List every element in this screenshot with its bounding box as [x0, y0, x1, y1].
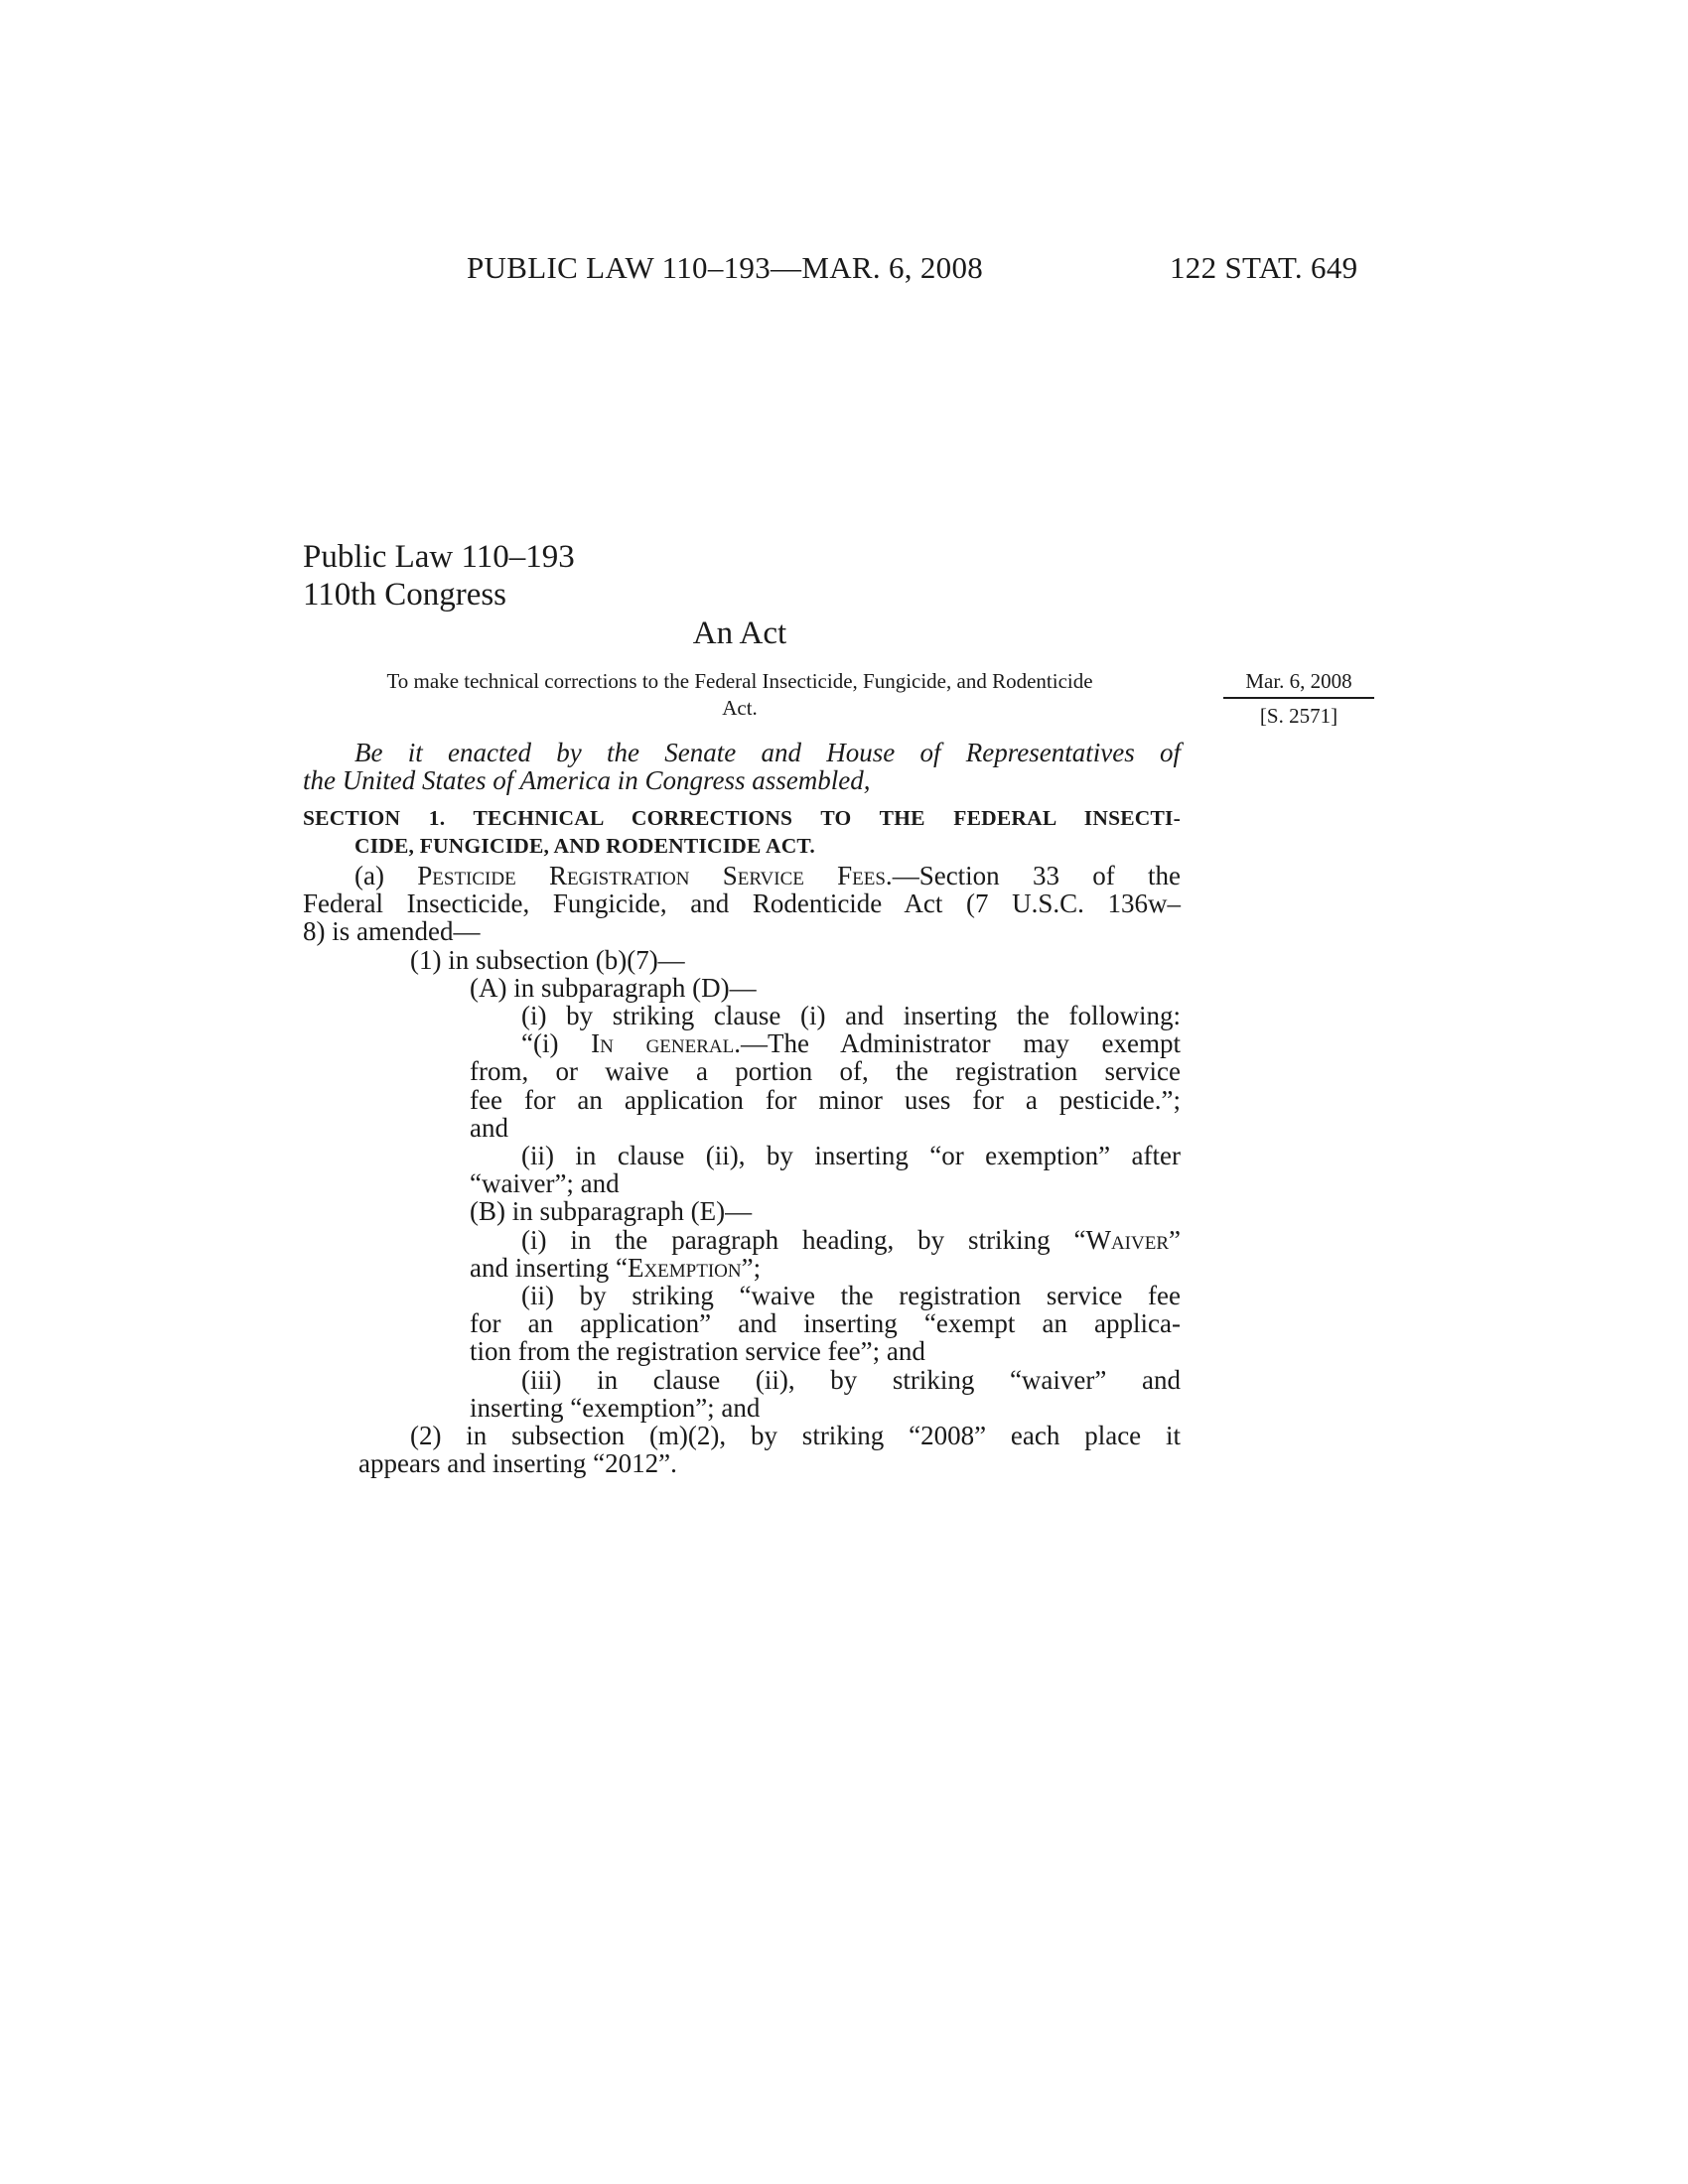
subparagraph-B: (B) in subparagraph (E)— — [470, 1196, 753, 1227]
enacting-line-2: the United States of America in Congress assembled, — [303, 765, 871, 796]
public-law-number: Public Law 110–193 — [303, 539, 575, 575]
section-1-heading — [303, 804, 1181, 860]
subsection-a-enum: (a) — [354, 861, 418, 890]
subB-i-line2-pre: and inserting “ — [470, 1252, 628, 1283]
margin-bill — [1223, 703, 1374, 730]
subparagraph-B-clause-i-line-2 — [303, 1254, 1181, 1282]
margin-date: Mar. 6, 2008 — [1245, 669, 1352, 693]
subB-i-line2-post: ”; — [741, 1252, 762, 1283]
congress-number: 110th Congress — [303, 577, 507, 613]
subparagraph-A-clause-i: (i) by striking clause (i) and inserting the following: — [521, 1001, 1181, 1031]
quoted-clause-enum: “(i) — [521, 1028, 592, 1059]
enacting-line-1: Be it enacted by the Senate and House of Representatives of — [354, 738, 1181, 767]
quoted-clause-rest: —The Administrator may exempt — [740, 1028, 1181, 1059]
purpose-line-2: Act. — [722, 696, 758, 720]
subB-i-exemption: Exemption — [627, 1252, 742, 1283]
subB-i-text-pre: (i) in the paragraph heading, by striking “ — [521, 1224, 1086, 1255]
subparagraph-B-clause-i-line-1 — [303, 1226, 1181, 1254]
subsection-a-heading: Pesticide Registration Service Fees. — [417, 861, 893, 890]
section-1-body — [303, 862, 1181, 1477]
subsection-a-line-2: Federal Insecticide, Fungicide, and Rodenticide Act (7 U.S.C. 136w– — [303, 888, 1181, 919]
paragraph-1: (1) in subsection (b)(7)— — [410, 944, 685, 975]
subparagraph-B-clause-ii-line-2: for an application” and inserting “exempt an applica- — [470, 1308, 1181, 1339]
paragraph-2-line-1: (2) in subsection (m)(2), by striking “2008” each place it — [410, 1421, 1181, 1451]
subB-i-text-post: ” — [1169, 1224, 1181, 1255]
section-heading-line-2: CIDE, FUNGICIDE, AND RODENTICIDE ACT. — [354, 834, 815, 858]
margin-bill-number: [S. 2571] — [1259, 704, 1338, 728]
subsection-a-line-1 — [303, 862, 1181, 889]
act-title: An Act — [692, 615, 787, 651]
subparagraph-A: (A) in subparagraph (D)— — [470, 972, 757, 1003]
subsection-a-line-3: 8) is amended— — [303, 916, 481, 947]
quoted-clause-line-1 — [303, 1029, 1181, 1057]
subparagraph-A-clause-ii-line-2: “waiver”; and — [470, 1168, 620, 1199]
subparagraph-B-clause-ii-line-1: (ii) by striking “waive the registration service fee — [521, 1281, 1181, 1311]
subparagraph-A-clause-ii-line-1: (ii) in clause (ii), by inserting “or exemption” after — [521, 1141, 1181, 1171]
quoted-clause-line-3: fee for an application for minor uses for a pesticide.”; — [470, 1084, 1181, 1115]
subsection-a-text: —Section 33 of the — [892, 861, 1181, 890]
quoted-clause-line-2: from, or waive a portion of, the registration service — [470, 1056, 1181, 1087]
purpose-line-1: To make technical corrections to the Federal Insecticide, Fungicide, and Rodenticide — [386, 669, 1093, 693]
act-purpose — [298, 668, 1182, 722]
subparagraph-B-clause-ii-line-3: tion from the registration service fee”; and — [470, 1336, 925, 1367]
quoted-clause-heading: In general. — [591, 1028, 741, 1059]
section-heading-line-1: SECTION 1. TECHNICAL CORRECTIONS TO THE FEDERAL INSECTI- — [303, 806, 1181, 830]
margin-note — [1223, 668, 1374, 695]
margin-rule — [1223, 697, 1374, 699]
enacting-clause — [303, 739, 1181, 794]
subparagraph-B-clause-iii-line-1: (iii) in clause (ii), by striking “waiver” and — [521, 1364, 1181, 1395]
subparagraph-B-clause-iii-line-2: inserting “exemption”; and — [470, 1392, 761, 1423]
running-header-title: PUBLIC LAW 110–193—MAR. 6, 2008 — [467, 250, 984, 285]
quoted-clause-line-4: and — [470, 1112, 508, 1143]
public-law-block — [303, 538, 575, 614]
paragraph-2-line-2: appears and inserting “2012”. — [358, 1448, 677, 1479]
stat-page-number: 122 STAT. 649 — [1170, 250, 1358, 285]
subB-i-waiver: Waiver — [1085, 1224, 1170, 1255]
